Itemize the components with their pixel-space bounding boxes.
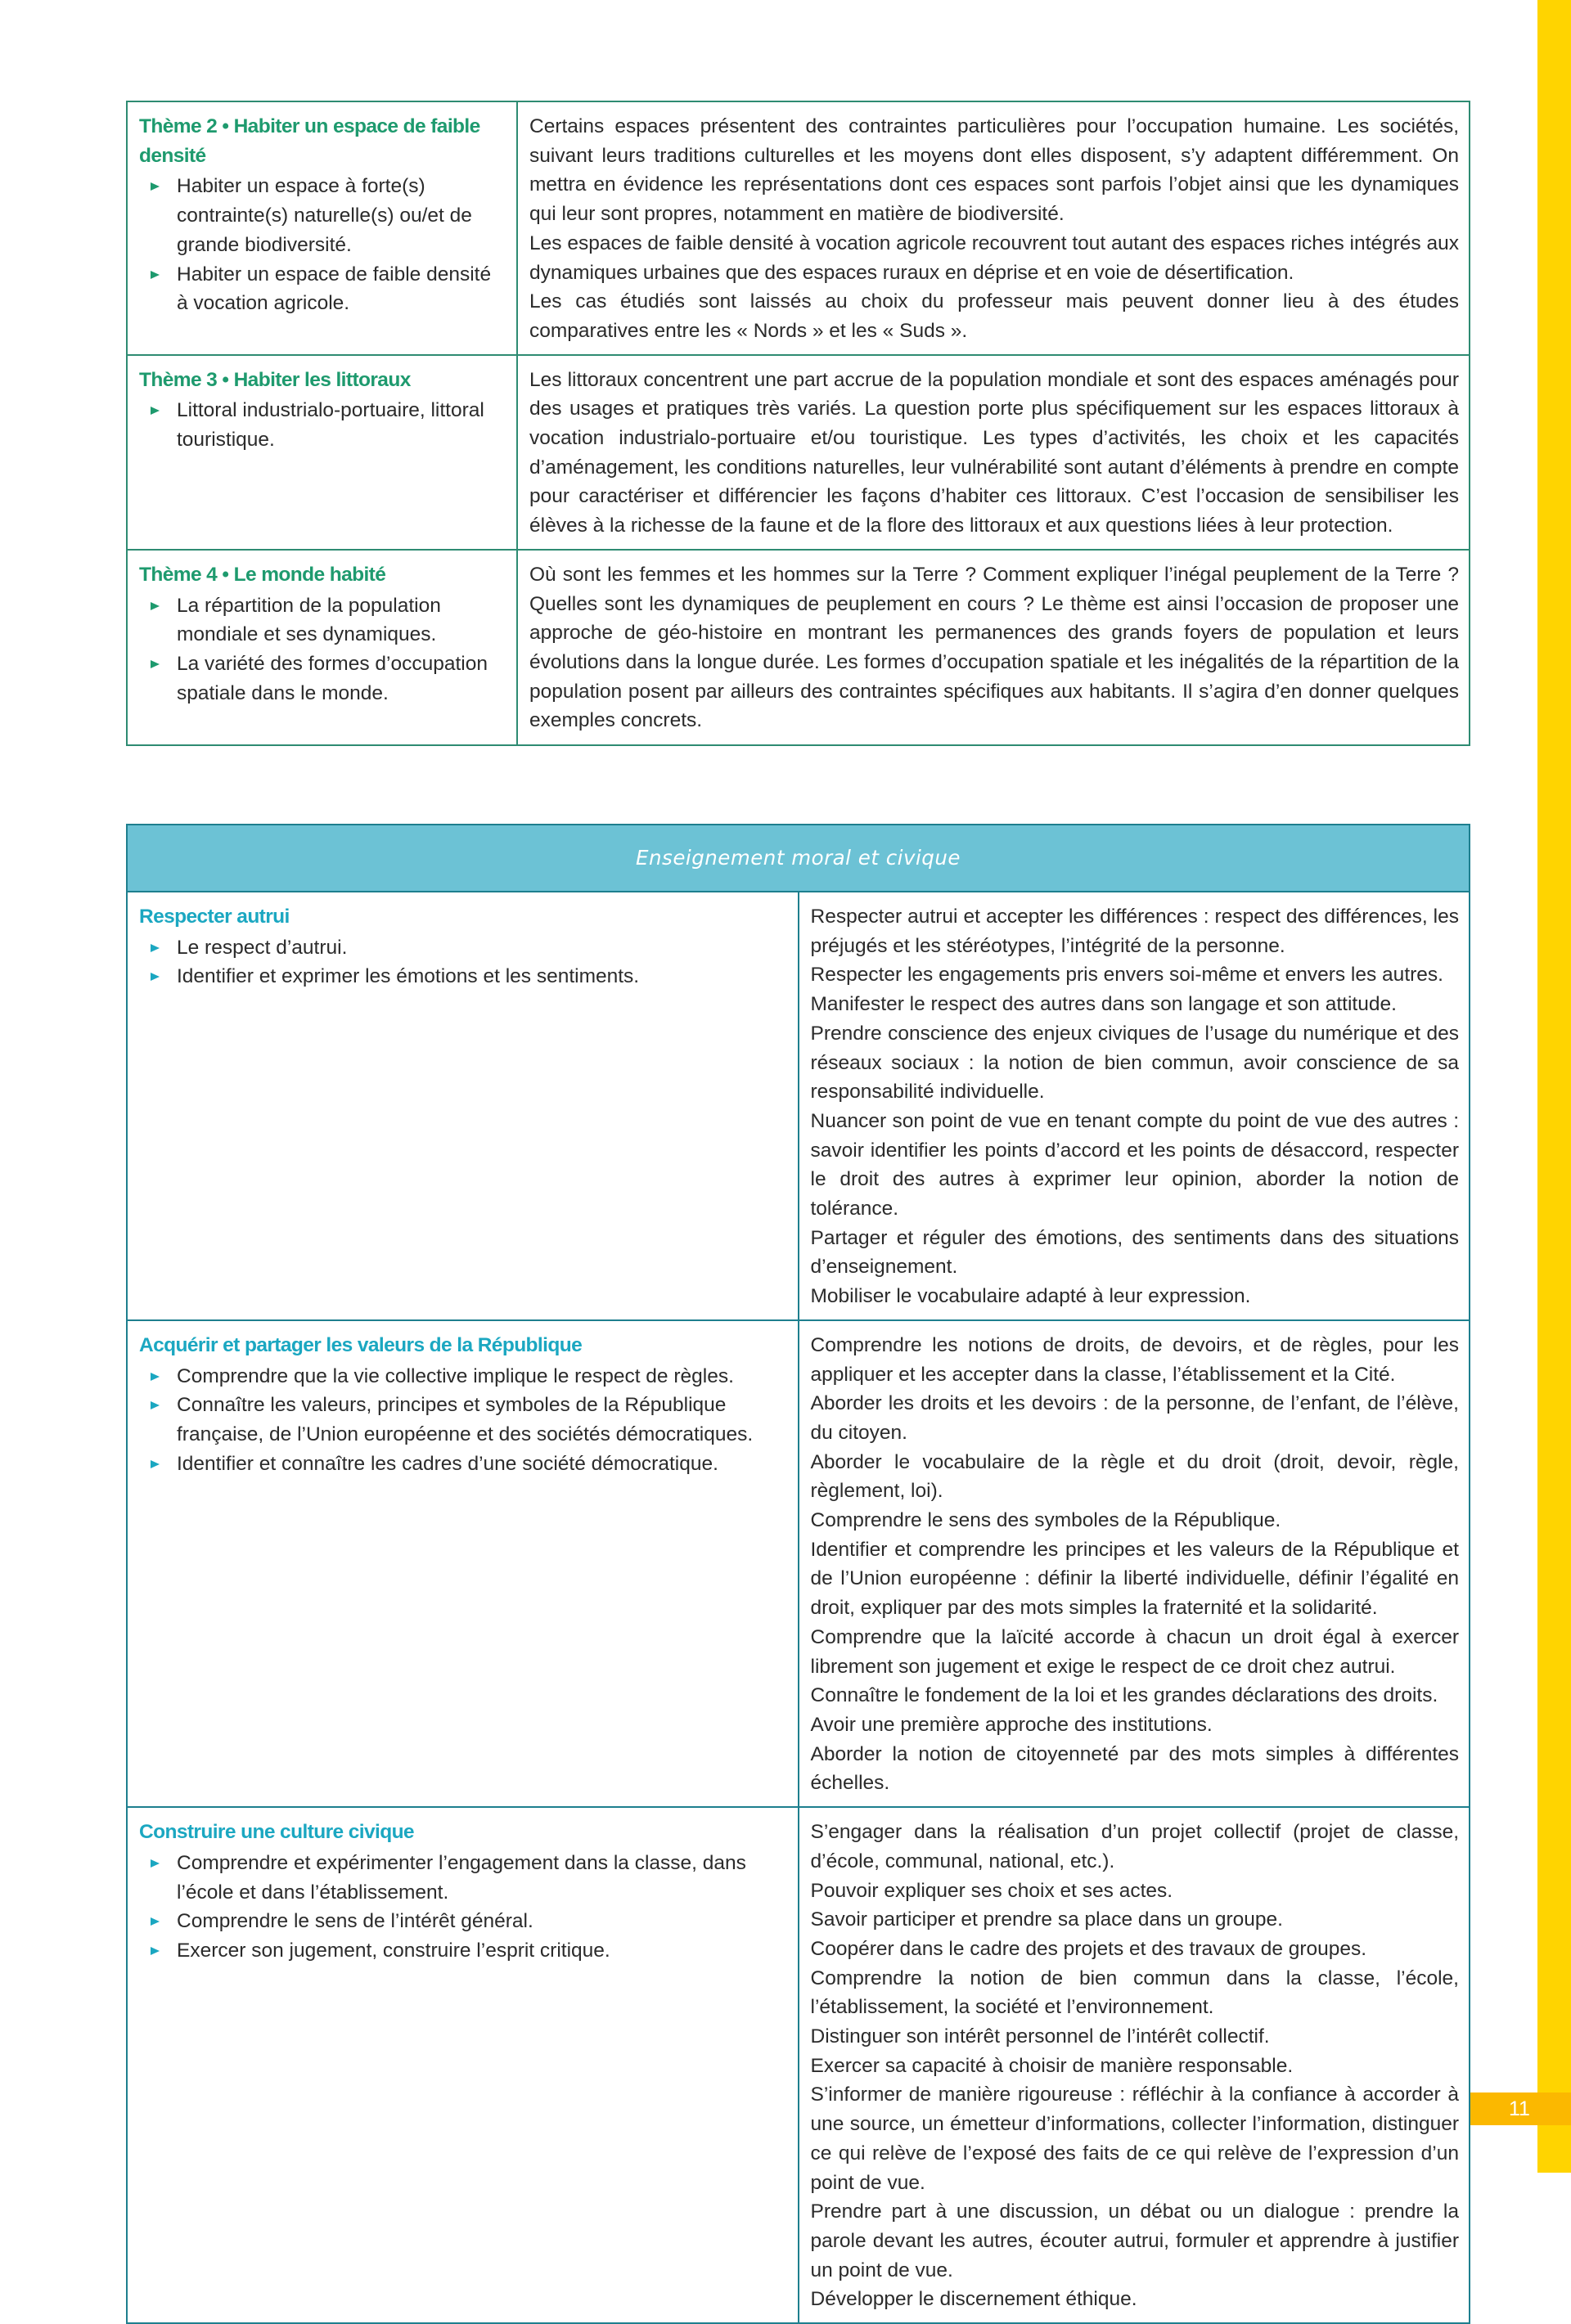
paragraph: Les littoraux concentrent une part accrue de la population mondiale et sont des espaces aménagés pour des usages et pratiques très variés. La question porte plus spécifiquement sur les espaces littoraux à vocation industrialo-portuaire et/ou touristique. Les types d’activités, les choix et les capacités d’aménagement, les conditions naturelles, leur vulnérabilité sont autant d’éléments à prendre en compte pour caractériser et différencier les façons d’habiter ces littoraux. C’est l’occasion de sensibiliser les élèves à la richesse de la faune et de la flore des littoraux et aux questions liées à leur protection. <box>529 368 1459 537</box>
list-item <box>147 650 506 708</box>
emc-program-table <box>126 824 1470 2324</box>
theme-cell <box>127 892 799 1320</box>
paragraph: Savoir participer et prendre sa place dans un groupe. <box>810 1908 1283 1931</box>
list-item-text: Littoral industrialo-portuaire, littoral touristique. <box>177 399 484 452</box>
paragraph: S’informer de manière rigoureuse : réfléchir à la confiance à accorder à une source, un émetteur d’informations, collecter l’information, distinguer ce qui relève de l’exposé des faits de ce qui relève de l’expression d’un point de vue. <box>810 2084 1459 2194</box>
paragraph: Avoir une première approche des institutions. <box>810 1713 1213 1736</box>
list-item-text: La répartition de la population mondiale et ses dynamiques. <box>177 594 441 646</box>
triangle-bullet-icon <box>151 182 160 191</box>
paragraph: Aborder les droits et les devoirs : de la personne, de l’enfant, de l’élève, du citoyen. <box>810 1392 1459 1444</box>
table-row <box>127 355 1470 550</box>
list-item <box>147 962 788 991</box>
list-item-text: Identifier et connaître les cadres d’une société démocratique. <box>177 1452 718 1475</box>
paragraph: Les espaces de faible densité à vocation agricole recouvrent tout autant des espaces riches intégrés aux dynamiques urbaines que des espaces ruraux en déprise et en voie de désertification. <box>529 232 1459 284</box>
table-row <box>127 892 1470 1320</box>
paragraph: Exercer sa capacité à choisir de manière responsable. <box>810 2054 1294 2077</box>
paragraph: Manifester le respect des autres dans son langage et son attitude. <box>810 993 1397 1016</box>
theme-cell <box>127 1807 799 2323</box>
triangle-bullet-icon <box>151 973 160 981</box>
theme-cell <box>127 1320 799 1807</box>
paragraph: Aborder la notion de citoyenneté par des mots simples à différentes échelles. <box>810 1742 1459 1795</box>
paragraph: S’engager dans la réalisation d’un projet collectif (projet de classe, d’école, communal, national, etc.). <box>810 1821 1459 1872</box>
theme-title: Construire une culture civique <box>139 1821 414 1844</box>
theme-cell <box>127 355 517 550</box>
triangle-bullet-icon <box>151 1917 160 1926</box>
section-heading: Enseignement moral et civique <box>127 825 1470 892</box>
list-item <box>147 396 506 454</box>
list-item-text: Identifier et exprimer les émotions et les sentiments. <box>177 965 640 988</box>
list-item-text: Comprendre que la vie collective implique le respect de règles. <box>177 1364 734 1387</box>
paragraph: Respecter les engagements pris envers soi-même et envers les autres. <box>810 964 1443 987</box>
description-cell <box>517 101 1470 355</box>
table-row <box>127 101 1470 355</box>
list-item <box>147 1907 788 1936</box>
paragraph: Aborder le vocabulaire de la règle et du droit (droit, devoir, règle, règlement, loi). <box>810 1450 1459 1503</box>
triangle-bullet-icon <box>151 602 160 610</box>
bullet-list <box>139 1849 788 1966</box>
bullet-list <box>139 1362 788 1479</box>
triangle-bullet-icon <box>151 407 160 415</box>
bullet-list <box>139 172 506 318</box>
paragraph: Connaître le fondement de la loi et les grandes déclarations des droits. <box>810 1684 1438 1707</box>
table-row <box>127 550 1470 745</box>
paragraph: Respecter autrui et accepter les différences : respect des différences, les préjugés et les stéréotypes, l’intégrité de la personne. <box>810 906 1459 957</box>
paragraph: Coopérer dans le cadre des projets et des travaux de groupes. <box>810 1937 1367 1960</box>
table-row <box>127 1807 1470 2323</box>
list-item <box>147 172 506 259</box>
theme-title: Thème 4 • Le monde habité <box>139 563 386 586</box>
paragraph: Nuancer son point de vue en tenant compte du point de vue des autres : savoir identifier les points d’accord et les points de désaccord, respecter le droit des autres à exprimer leur opinion, aborder la notion de tolérance. <box>810 1109 1459 1220</box>
description-cell <box>799 892 1470 1320</box>
list-item-text: Habiter un espace à forte(s) contrainte(s) naturelle(s) ou/et de grande biodiversité. <box>177 175 472 256</box>
list-item-text: Habiter un espace de faible densité à vocation agricole. <box>177 263 492 315</box>
list-item <box>147 591 506 650</box>
triangle-bullet-icon <box>151 944 160 952</box>
description-cell <box>799 1807 1470 2323</box>
paragraph: Prendre conscience des enjeux civiques de l’usage du numérique et des réseaux sociaux : la notion de bien commun, avoir conscience de sa responsabilité individuelle. <box>810 1022 1459 1104</box>
geography-program-table <box>126 101 1470 746</box>
paragraph: Où sont les femmes et les hommes sur la Terre ? Comment expliquer l’inégal peuplement de la Terre ? Quelles sont les dynamiques de peuplement en cours ? Le thème est ainsi l’occasion de proposer une approche de géo-histoire en montrant les permanences des grands foyers de population et leurs évolutions dans la longue durée. Les formes d’occupation spatiale et les inégalités de la répartition de la population posent par ailleurs des contraintes spécifiques aux habitants. Il s’agira d’en donner quelques exemples concrets. <box>529 563 1459 732</box>
theme-cell <box>127 550 517 745</box>
triangle-bullet-icon <box>151 1859 160 1868</box>
table-row <box>127 1320 1470 1807</box>
bullet-list <box>139 933 788 991</box>
paragraph: Mobiliser le vocabulaire adapté à leur expression. <box>810 1285 1251 1308</box>
theme-title: Thème 3 • Habiter les littoraux <box>139 368 411 391</box>
paragraph: Comprendre que la laïcité accorde à chacun un droit égal à exercer librement son jugement et exige le respect de ce droit chez autrui. <box>810 1625 1459 1678</box>
paragraph: Pouvoir expliquer ses choix et ses actes. <box>810 1879 1173 1902</box>
list-item <box>147 1849 788 1907</box>
paragraph: Comprendre les notions de droits, de devoirs, et de règles, pour les appliquer et les accepter dans la classe, l’établissement et la Cité. <box>810 1333 1459 1386</box>
paragraph: Prendre part à une discussion, un débat ou un dialogue : prendre la parole devant les autres, écouter autrui, formuler et apprendre à justifier un point de vue. <box>810 2200 1459 2281</box>
paragraph: Partager et réguler des émotions, des sentiments dans des situations d’enseignement. <box>810 1226 1459 1279</box>
side-color-bar <box>1537 0 1571 2173</box>
list-item-text: Exercer son jugement, construire l’esprit critique. <box>177 1939 610 1962</box>
paragraph: Comprendre la notion de bien commun dans la classe, l’école, l’établissement, la société et l’environnement. <box>810 1967 1459 2019</box>
theme-title: Acquérir et partager les valeurs de la République <box>139 1333 583 1356</box>
triangle-bullet-icon <box>151 1401 160 1409</box>
paragraph: Développer le discernement éthique. <box>810 2288 1137 2311</box>
bullet-list <box>139 591 506 708</box>
theme-title: Thème 2 • Habiter un espace de faible densité <box>139 115 480 167</box>
triangle-bullet-icon <box>151 1460 160 1468</box>
page-number: 11 <box>1470 2092 1571 2125</box>
paragraph: Identifier et comprendre les principes et les valeurs de la République et de l’Union européenne : définir la liberté individuelle, définir l’égalité en droit, expliquer par des mots simples la fraternité et la solidarité. <box>810 1538 1459 1620</box>
list-item <box>147 1362 788 1391</box>
theme-title: Respecter autrui <box>139 906 290 928</box>
bullet-list <box>139 396 506 454</box>
triangle-bullet-icon <box>151 271 160 279</box>
list-item-text: La variété des formes d’occupation spatiale dans le monde. <box>177 652 488 704</box>
list-item <box>147 933 788 963</box>
table-header-row <box>127 825 1470 892</box>
paragraph: Certains espaces présentent des contraintes particulières pour l’occupation humaine. Les sociétés, suivant leurs traditions culturelles et les moyens dont elles disposent, s’y adaptent différemment. On mettra en évidence les représentations dont ces espaces sont parfois l’objet ainsi que les dynamiques qui leur sont propres, notamment en matière de biodiversité. <box>529 115 1459 226</box>
paragraph: Distinguer son intérêt personnel de l’intérêt collectif. <box>810 2025 1270 2048</box>
list-item-text: Le respect d’autrui. <box>177 936 348 959</box>
description-cell <box>517 550 1470 745</box>
paragraph: Les cas étudiés sont laissés au choix du professeur mais peuvent donner lieu à des études comparatives entre les « Nords » et les « Suds ». <box>529 290 1459 342</box>
list-item <box>147 260 506 318</box>
description-cell <box>799 1320 1470 1807</box>
list-item-text: Connaître les valeurs, principes et symboles de la République française, de l’Union européenne et des sociétés démocratiques. <box>177 1394 754 1445</box>
description-cell <box>517 355 1470 550</box>
triangle-bullet-icon <box>151 1947 160 1955</box>
list-item <box>147 1450 788 1479</box>
list-item <box>147 1391 788 1449</box>
paragraph: Comprendre le sens des symboles de la République. <box>810 1509 1281 1532</box>
list-item-text: Comprendre et expérimenter l’engagement dans la classe, dans l’école et dans l’établissement. <box>177 1851 746 1904</box>
theme-cell <box>127 101 517 355</box>
triangle-bullet-icon <box>151 1373 160 1381</box>
triangle-bullet-icon <box>151 660 160 668</box>
list-item <box>147 1936 788 1966</box>
list-item-text: Comprendre le sens de l’intérêt général. <box>177 1910 533 1933</box>
